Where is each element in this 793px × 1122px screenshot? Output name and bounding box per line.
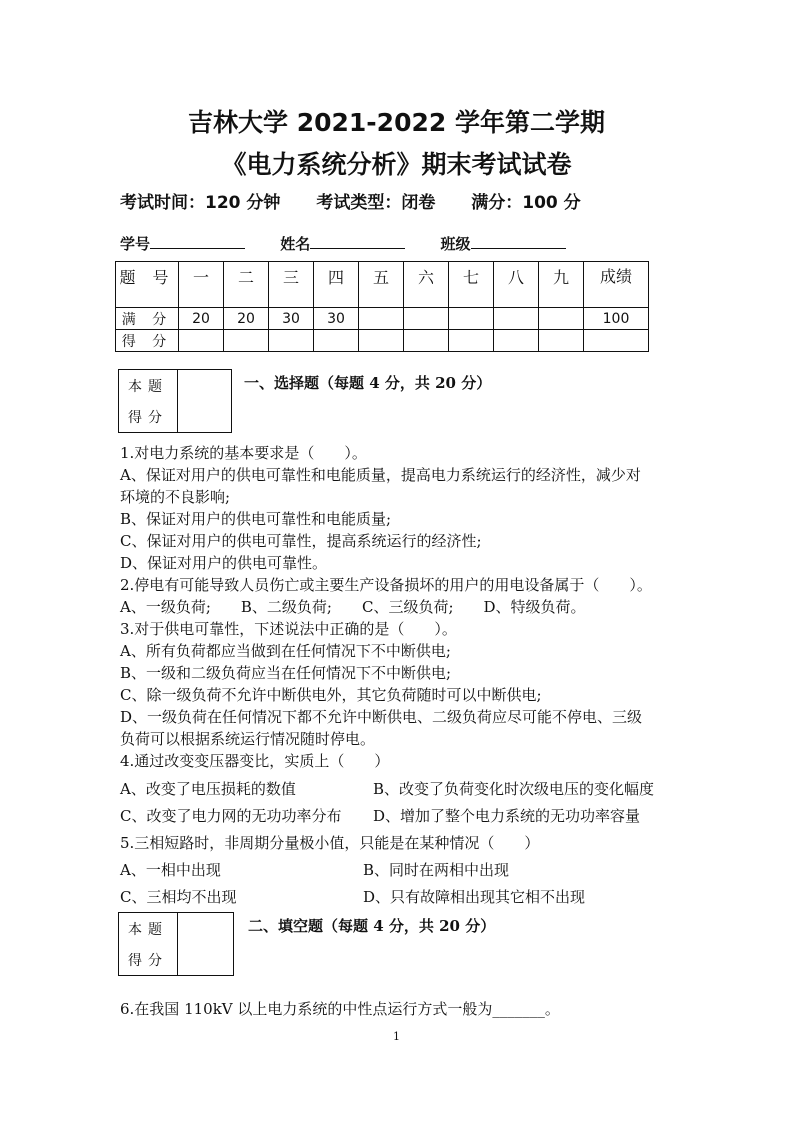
exam-time: 考试时间：120 分钟	[120, 193, 281, 213]
question-line: 2.停电有可能导致人员伤亡或主要生产设备损坏的用户的用电设备属于（ ）。	[120, 576, 652, 594]
student-name-label: 姓名	[280, 235, 311, 253]
q5-options-row	[120, 857, 680, 884]
score-box-blank	[178, 370, 231, 432]
full-score: 满分：100 分	[471, 193, 581, 213]
exam-title: 吉林大学 2021-2022 学年第二学期	[188, 108, 605, 137]
question-line: 5.三相短路时，非周期分量极小值，只能是在某种情况（ ）	[120, 834, 540, 852]
student-name-blank	[310, 234, 405, 249]
score-box-label: 本题	[128, 378, 168, 395]
score-table	[115, 261, 649, 352]
page-number: 1	[393, 1030, 400, 1043]
full-score-cell	[539, 308, 584, 330]
option: D、增加了整个电力系统的无功功率容量	[373, 807, 641, 825]
option: B、同时在两相中出现	[363, 861, 510, 879]
full-score-cell: 100	[584, 308, 649, 330]
score-box-blank	[178, 913, 233, 975]
option: A、一相中出现	[120, 861, 221, 879]
section2-score-box	[118, 912, 234, 976]
exam-meta	[120, 188, 581, 213]
row-label: 题 号	[116, 262, 179, 308]
score-table-full-row	[116, 308, 649, 330]
q4-options-row	[120, 776, 680, 803]
question-6: 6.在我国 110kV 以上电力系统的中性点运行方式一般为_______。	[120, 1000, 560, 1018]
question-line: 3.对于供电可靠性，下述说法中正确的是（ ）。	[120, 620, 457, 638]
full-score-cell	[494, 308, 539, 330]
question-line: D、保证对用户的供电可靠性。	[120, 554, 328, 572]
question-line: C、保证对用户的供电可靠性，提高系统运行的经济性;	[120, 532, 482, 550]
question-line: 4.通过改变变压器变比，实质上（ ）	[120, 752, 390, 770]
col-header: 二	[224, 262, 269, 308]
section1-body	[120, 442, 680, 911]
question-line: 环境的不良影响;	[120, 488, 231, 506]
col-header: 三	[269, 262, 314, 308]
question-line: 负荷可以根据系统运行情况随时停电。	[120, 730, 376, 748]
full-score-cell: 30	[314, 308, 359, 330]
option: A、改变了电压损耗的数值	[120, 780, 296, 798]
score-table-earned-row	[116, 330, 649, 352]
earned-cell	[539, 330, 584, 352]
earned-cell	[179, 330, 224, 352]
row-label: 得 分	[116, 330, 179, 352]
earned-cell	[584, 330, 649, 352]
earned-cell	[359, 330, 404, 352]
exam-type: 考试类型：闭卷	[316, 193, 436, 213]
col-header: 五	[359, 262, 404, 308]
col-header-total: 成绩	[584, 262, 649, 308]
score-table-header-row	[116, 262, 649, 308]
question-line: B、保证对用户的供电可靠性和电能质量;	[120, 510, 392, 528]
course-title: 《电力系统分析》期末考试试卷	[221, 150, 572, 179]
section1-score-box	[118, 369, 232, 433]
question-line: D、一级负荷在任何情况下都不允许中断供电、二级负荷应尽可能不停电、三级	[120, 708, 643, 726]
student-info	[120, 233, 596, 254]
full-score-cell	[359, 308, 404, 330]
question-line: B、一级和二级负荷应当在任何情况下不中断供电;	[120, 664, 452, 682]
col-header: 九	[539, 262, 584, 308]
q5-options-row	[120, 884, 680, 911]
col-header: 一	[179, 262, 224, 308]
option: D、只有故障相出现其它相不出现	[363, 888, 586, 906]
col-header: 六	[404, 262, 449, 308]
question-line: A、所有负荷都应当做到在任何情况下不中断供电;	[120, 642, 451, 660]
earned-cell	[404, 330, 449, 352]
student-id-blank	[150, 234, 245, 249]
option: C、三相均不出现	[120, 888, 237, 906]
row-label: 满 分	[116, 308, 179, 330]
question-line: C、除一级负荷不允许中断供电外，其它负荷随时可以中断供电;	[120, 686, 542, 704]
earned-cell	[269, 330, 314, 352]
student-id-label: 学号	[120, 235, 151, 253]
earned-cell	[224, 330, 269, 352]
question-line: A、保证对用户的供电可靠性和电能质量，提高电力系统运行的经济性，减少对	[120, 466, 641, 484]
full-score-cell: 30	[269, 308, 314, 330]
option: C、改变了电力网的无功功率分布	[120, 807, 342, 825]
question-line: 1.对电力系统的基本要求是（ ）。	[120, 444, 367, 462]
full-score-cell	[449, 308, 494, 330]
score-box-label: 得分	[128, 952, 168, 969]
student-class-label: 班级	[440, 235, 471, 253]
section2-title: 二、填空题（每题 4 分，共 20 分）	[248, 917, 496, 935]
earned-cell	[314, 330, 359, 352]
score-box-label: 得分	[128, 409, 168, 426]
option: B、改变了负荷变化时次级电压的变化幅度	[373, 780, 655, 798]
question-line: A、一级负荷; B、二级负荷; C、三级负荷; D、特级负荷。	[120, 598, 586, 616]
col-header: 七	[449, 262, 494, 308]
section1-title: 一、选择题（每题 4 分，共 20 分）	[244, 374, 492, 392]
q4-options-row	[120, 803, 680, 830]
full-score-cell: 20	[179, 308, 224, 330]
earned-cell	[449, 330, 494, 352]
full-score-cell: 20	[224, 308, 269, 330]
col-header: 四	[314, 262, 359, 308]
student-class-blank	[471, 234, 566, 249]
col-header: 八	[494, 262, 539, 308]
full-score-cell	[404, 308, 449, 330]
score-box-label: 本题	[128, 921, 168, 938]
earned-cell	[494, 330, 539, 352]
